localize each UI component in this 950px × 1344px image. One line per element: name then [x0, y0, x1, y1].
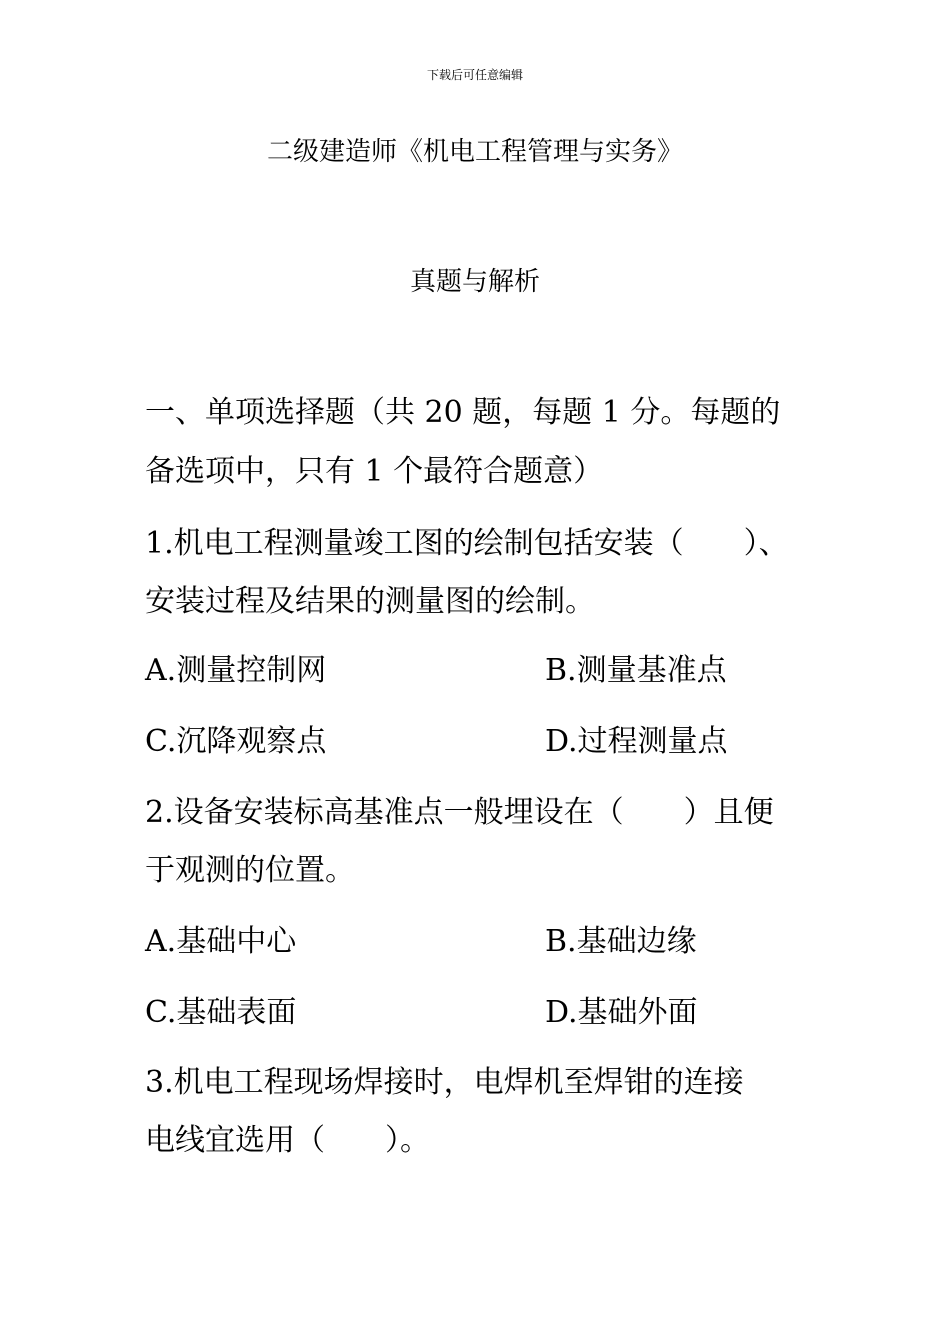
question-2-option-a: A.基础中心 — [145, 924, 297, 959]
question-1-line-2: 安装过程及结果的测量图的绘制。 — [145, 584, 595, 619]
header-note: 下载后可任意编辑 — [426, 68, 523, 82]
question-1-line-1: 1.机电工程测量竣工图的绘制包括安装（ ）、 — [145, 526, 789, 561]
question-2-option-d: D.基础外面 — [545, 995, 698, 1030]
document-title: 二级建造师《机电工程管理与实务》 — [266, 137, 683, 167]
question-2-option-b: B.基础边缘 — [545, 924, 697, 959]
question-3-line-2: 电线宜选用（ ）。 — [145, 1123, 430, 1158]
question-2-option-c: C.基础表面 — [145, 995, 297, 1030]
section-heading-line-2: 备选项中，只有 1 个最符合题意） — [145, 454, 604, 489]
question-2-line-2: 于观测的位置。 — [145, 853, 355, 888]
question-2-line-1: 2.设备安装标高基准点一般埋设在（ ）且便 — [145, 795, 774, 830]
question-1-option-d: D.过程测量点 — [545, 724, 728, 759]
section-heading-line-1: 一、单项选择题（共 20 题，每题 1 分。每题的 — [145, 395, 781, 430]
question-1-option-c: C.沉降观察点 — [145, 724, 327, 759]
question-1-option-a: A.测量控制网 — [145, 653, 327, 688]
document-subtitle: 真题与解析 — [409, 267, 540, 297]
question-1-option-b: B.测量基准点 — [545, 653, 727, 688]
question-3-line-1: 3.机电工程现场焊接时，电焊机至焊钳的连接 — [145, 1065, 744, 1100]
